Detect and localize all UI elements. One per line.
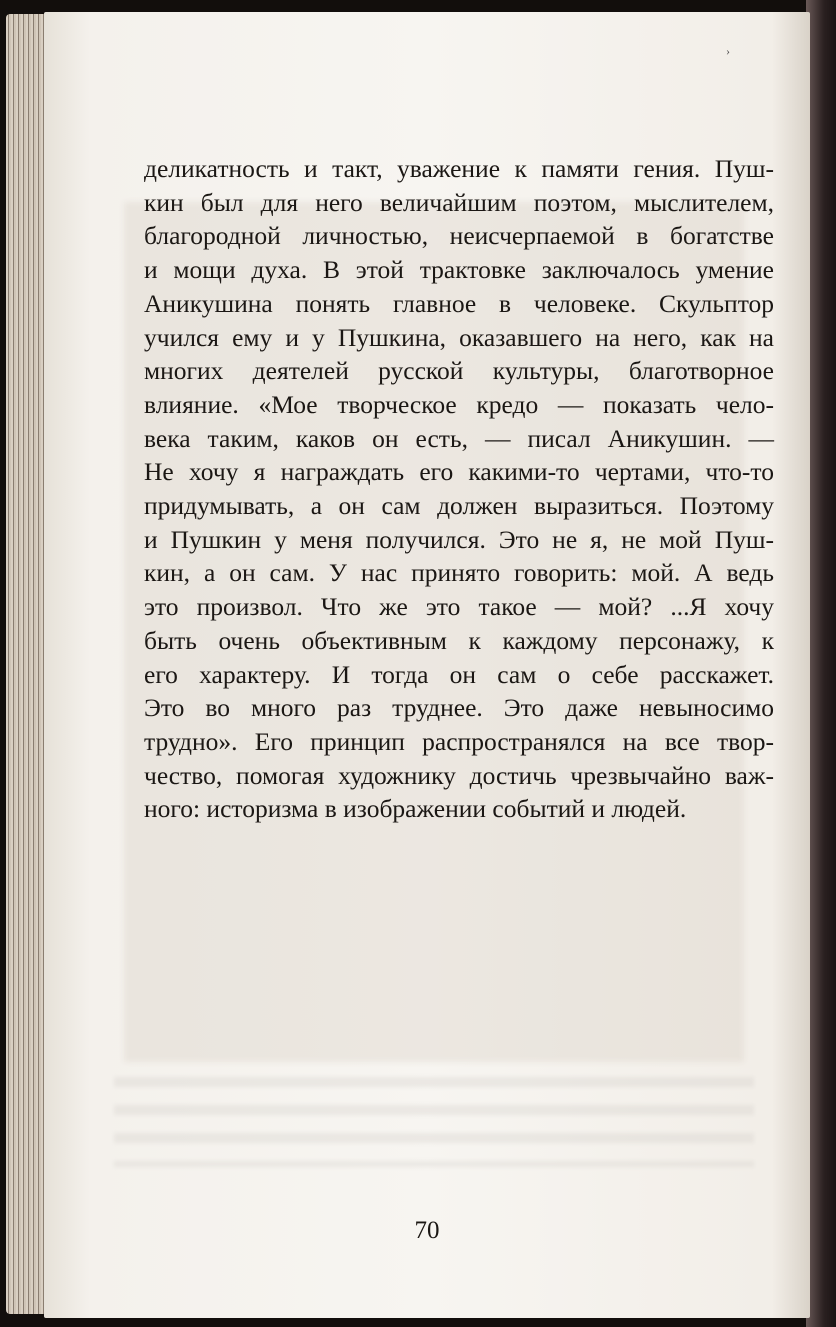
text-line: его характеру. И тогда он сам о себе расскажет.: [144, 659, 774, 689]
text-line: Аникушина понять главное в человеке. Скульптор: [144, 288, 774, 318]
page-sheet: [44, 12, 810, 1318]
book-spine-edge: [806, 0, 836, 1327]
text-line: быть очень объективным к каждому персонажу, к: [144, 625, 774, 655]
text-line: Это во много раз труднее. Это даже невыносимо: [144, 693, 774, 723]
text-line: кин, а он сам. У нас принято говорить: мой. А ведь: [144, 558, 774, 588]
page-number: 70: [414, 1217, 440, 1244]
text-line: это произвол. Что же это такое — мой? ...Я хочу: [144, 592, 774, 622]
text-line: влияние. «Мое творческое кредо — показать чело-: [144, 389, 774, 419]
page-edges: [6, 14, 46, 1314]
text-line: учился ему и у Пушкина, оказавшего на него, как на: [144, 322, 774, 352]
bleed-through-caption: [114, 1077, 754, 1167]
text-line: ного: историзма в изображении событий и людей.: [144, 794, 687, 824]
text-line: чество, помогая художнику достичь чрезвычайно важ-: [144, 760, 774, 790]
text-line: Не хочу я награждать его какими-то чертами, что-то: [144, 457, 774, 487]
body-text: [144, 152, 774, 826]
text-line: и мощи духа. В этой трактовке заключалось умение: [144, 255, 774, 285]
text-line: века таким, каков он есть, — писал Аникушин. —: [144, 423, 774, 453]
text-line: благородной личностью, неисчерпаемой в богатстве: [144, 221, 774, 251]
text-line: деликатность и такт, уважение к памяти гения. Пуш-: [144, 154, 774, 183]
text-line: и Пушкин у меня получился. Это не я, не мой Пуш-: [144, 524, 774, 554]
page-mark: ›: [726, 44, 730, 58]
text-line: кин был для него величайшим поэтом, мыслителем,: [144, 187, 774, 217]
text-line: придумывать, а он сам должен выразиться. Поэтому: [144, 491, 774, 521]
text-line: многих деятелей русской культуры, благотворное: [144, 356, 774, 386]
text-line: трудно». Его принцип распространялся на все твор-: [144, 726, 774, 756]
